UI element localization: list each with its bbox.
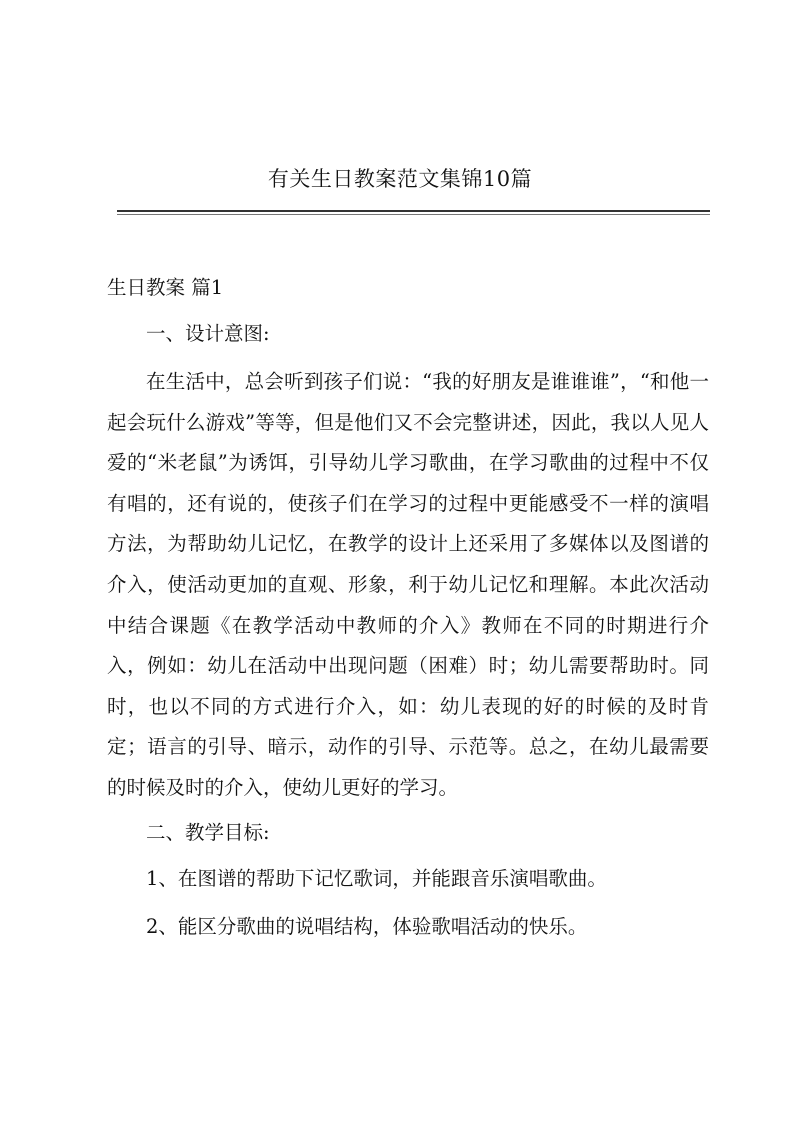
page-title: 有关生日教案范文集锦10篇 [267,167,533,191]
part1-body-paragraph: 在生活中，总会听到孩子们说：“我的好朋友是谁谁谁”，“和他一起会玩什么游戏”等等，但是他们又不会完整讲述，因此，我以人见人爱的“米老鼠”为诱饵，引导幼儿学习歌曲，在学习歌曲的过程中不仅有唱的，还有说的，使孩子们在学习的过程中更能感受不一样的演唱方法，为帮助幼儿记忆，在教学的设计上还采用了多媒体以及图谱的介入，使活动更加的直观、形象，利于幼儿记忆和理解。本此次活动中结合课题《在教学活动中教师的介入》教师在不同的时期进行介入，例如：幼儿在活动中出现问题（困难）时；幼儿需要帮助时。同时，也以不同的方式进行介入，如：幼儿表现的好的时候的及时肯定；语言的引导、暗示，动作的引导、示范等。总之，在幼儿最需要的时候及时的介入，使幼儿更好的学习。 [107,370,709,799]
title-divider-thin [117,214,710,215]
title-divider [117,210,710,212]
document-body [107,270,709,957]
part2-heading: 二、教学目标: [146,820,270,844]
part1-heading: 一、设计意图: [146,322,270,345]
section-heading: 生日教案 篇1 [107,276,224,299]
goal-item-2: 2、能区分歌曲的说唱结构，体验歌唱活动的快乐。 [146,914,588,938]
goal-item-1: 1、在图谱的帮助下记忆歌词，并能跟音乐演唱歌曲。 [146,866,607,890]
